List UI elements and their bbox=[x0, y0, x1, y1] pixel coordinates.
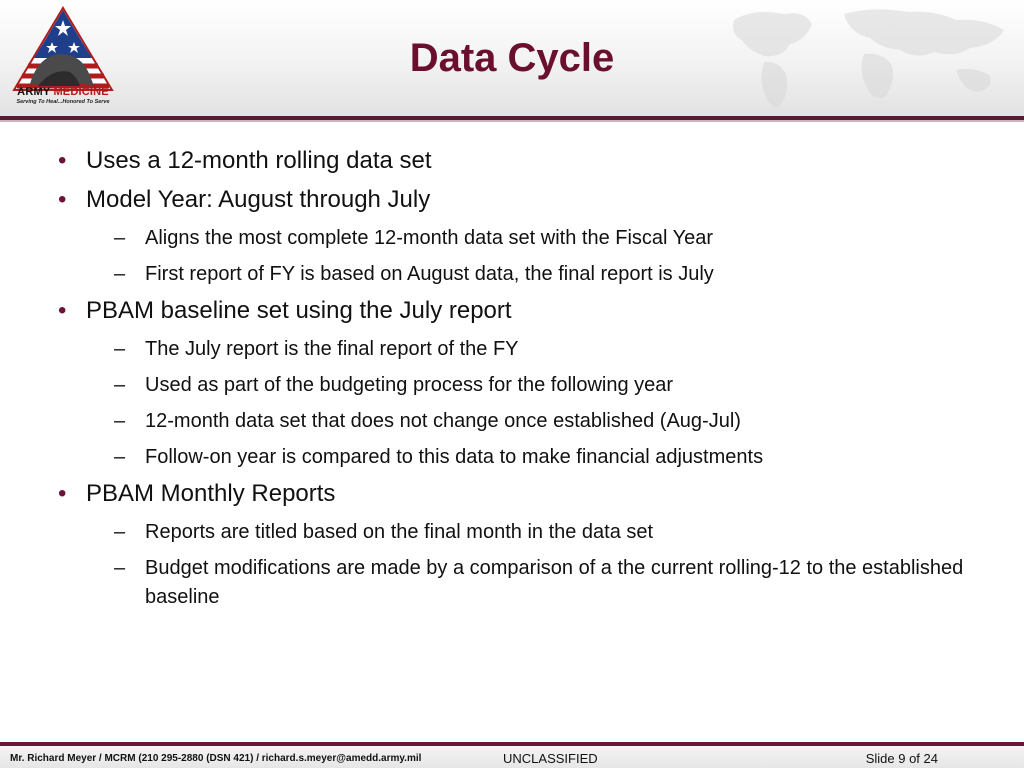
bullet-dot-icon: • bbox=[58, 297, 67, 324]
bullet-text: Model Year: August through July bbox=[86, 186, 431, 213]
slide-title: Data Cycle bbox=[409, 36, 615, 80]
classification-label: UNCLASSIFIED bbox=[503, 751, 598, 766]
logo-tagline: Serving To Heal...Honored To Serve bbox=[16, 99, 110, 105]
header-divider-shadow bbox=[0, 120, 1024, 122]
bullet-dot-icon: • bbox=[58, 186, 67, 213]
dash-marker-icon: – bbox=[114, 374, 126, 396]
sub-bullet-item bbox=[58, 443, 968, 472]
footer-contact: Mr. Richard Meyer / MCRM (210 295-2880 (DSN 421) / richard.s.meyer@amedd.army.mil bbox=[10, 753, 422, 764]
bullet-text: First report of FY is based on August data, the final report is July bbox=[145, 263, 714, 285]
bullet-item bbox=[58, 479, 968, 509]
bullet-dot-icon: • bbox=[58, 480, 67, 507]
sub-bullet-item bbox=[58, 518, 968, 547]
bullet-text: PBAM baseline set using the July report bbox=[86, 297, 512, 324]
dash-marker-icon: – bbox=[114, 227, 126, 249]
bullet-text: Uses a 12-month rolling data set bbox=[86, 147, 432, 174]
bullet-text: PBAM Monthly Reports bbox=[86, 480, 336, 507]
logo-wordmark: ARMY MEDICINE bbox=[17, 86, 109, 98]
dash-marker-icon: – bbox=[114, 521, 126, 543]
bullet-dot-icon: • bbox=[58, 147, 67, 174]
sub-bullet-item bbox=[58, 260, 968, 289]
slide-footer bbox=[0, 746, 1024, 768]
dash-marker-icon: – bbox=[114, 410, 126, 432]
slide-number: Slide 9 of 24 bbox=[865, 751, 938, 766]
dash-marker-icon: – bbox=[114, 338, 126, 360]
dash-marker-icon: – bbox=[114, 263, 126, 285]
sub-bullet-item bbox=[58, 335, 968, 364]
bullet-item bbox=[58, 296, 968, 326]
bullet-item bbox=[58, 185, 968, 215]
bullet-text: Used as part of the budgeting process for the following year bbox=[145, 374, 674, 396]
sub-bullet-item bbox=[58, 224, 968, 253]
bullet-text: Reports are titled based on the final month in the data set bbox=[145, 521, 654, 543]
bullet-item bbox=[58, 146, 968, 176]
bullet-text: The July report is the final report of the FY bbox=[145, 338, 519, 360]
bullet-text: 12-month data set that does not change once established (Aug-Jul) bbox=[145, 410, 741, 432]
slide-header bbox=[0, 0, 1024, 117]
sub-bullet-item bbox=[58, 554, 968, 612]
sub-bullet-item bbox=[58, 407, 968, 436]
bullet-text: Aligns the most complete 12-month data set with the Fiscal Year bbox=[145, 227, 714, 249]
bullet-text: Budget modifications are made by a comparison of a the current rolling-12 to the established baseline bbox=[145, 557, 964, 608]
dash-marker-icon: – bbox=[114, 446, 126, 468]
sub-bullet-item bbox=[58, 371, 968, 400]
dash-marker-icon: – bbox=[114, 557, 126, 579]
bullet-text: Follow-on year is compared to this data to make financial adjustments bbox=[145, 446, 764, 468]
slide-body bbox=[58, 146, 968, 619]
